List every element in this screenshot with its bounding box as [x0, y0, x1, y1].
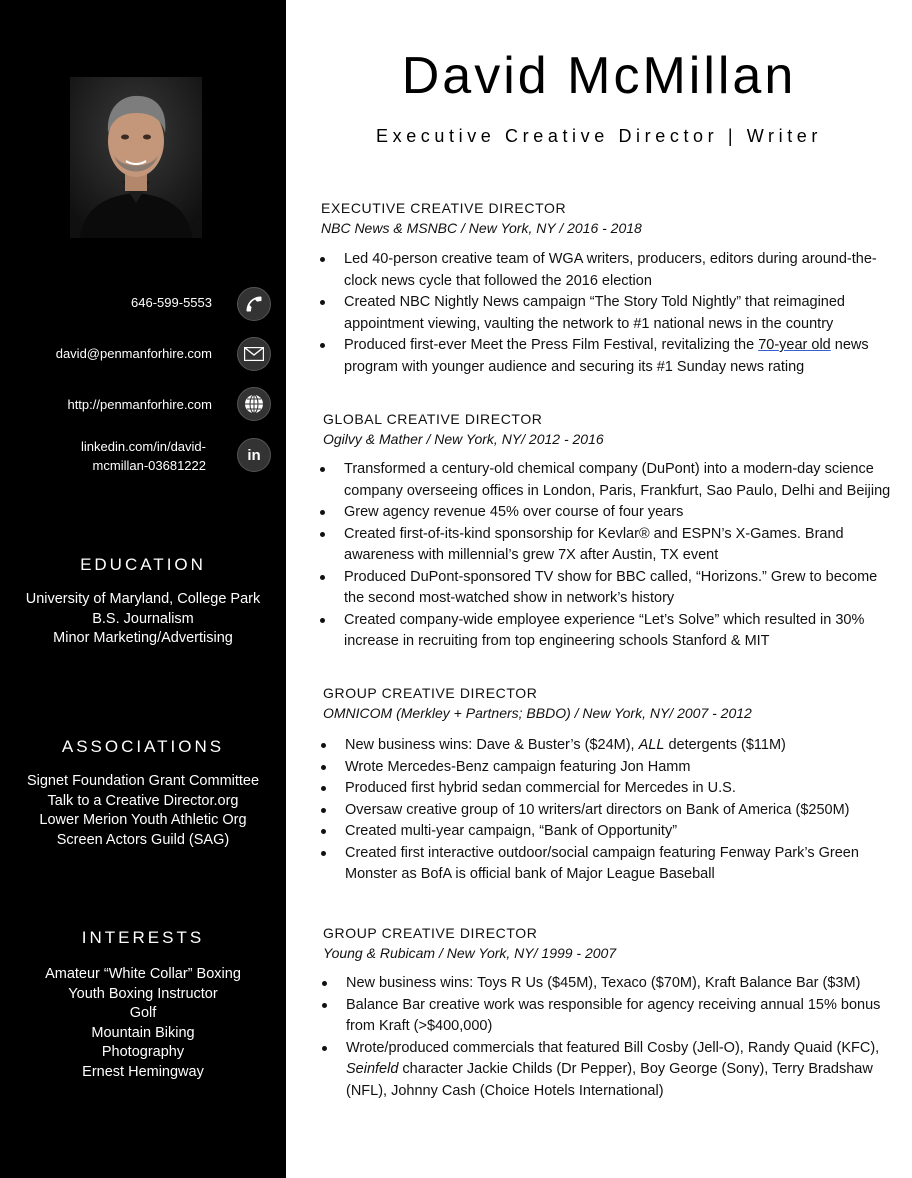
bullet-item: Wrote Mercedes-Benz campaign featuring Jon Hamm — [321, 757, 881, 779]
interest-item: Photography — [101, 1044, 185, 1060]
job-company: NBC News & MSNBC / New York, NY / 2016 - 2018 — [321, 220, 642, 236]
bullet-item: Created first interactive outdoor/social campaign featuring Fenway Park’s Green Monster as BofA is official bank of Major League Baseball — [321, 843, 881, 886]
education-heading: EDUCATION — [80, 555, 206, 574]
envelope-icon — [237, 337, 271, 371]
phone-icon — [237, 287, 271, 321]
bullet-item: Created multi-year campaign, “Bank of Opportunity” — [321, 821, 881, 843]
bullet-item: Created NBC Nightly News campaign “The Story Told Nightly” that reimagined appointment viewing, vaulting the network to #1 national news in the country — [320, 292, 880, 335]
job-bullets — [321, 735, 881, 886]
email-address[interactable]: david@penmanforhire.com — [55, 346, 212, 361]
job-bullets — [320, 459, 895, 653]
job-role: GLOBAL CREATIVE DIRECTOR — [323, 411, 543, 427]
bullet-item: Produced DuPont-sponsored TV show for BBC called, “Horizons.” Grew to become the second most-watched show in network’s history — [320, 567, 895, 610]
globe-icon — [237, 387, 271, 421]
job-company: Young & Rubicam / New York, NY/ 1999 - 2007 — [323, 945, 617, 961]
job-company: Ogilvy & Mather / New York, NY/ 2012 - 2016 — [323, 431, 604, 447]
bullet-text: detergents ($11M) — [664, 737, 786, 753]
associations-list — [0, 772, 286, 850]
resume-title: Executive Creative Director | Writer — [375, 126, 822, 146]
bullet-item: Grew agency revenue 45% over course of four years — [320, 502, 895, 524]
interests-list — [0, 965, 286, 1082]
association-item: Talk to a Creative Director.org — [47, 792, 239, 809]
bullet-item — [320, 335, 880, 378]
emphasis-text: Seinfeld — [346, 1061, 399, 1077]
bullet-item — [322, 1038, 888, 1103]
bullet-item: Produced first hybrid sedan commercial for Mercedes in U.S. — [321, 778, 881, 800]
sidebar — [0, 0, 286, 1178]
profile-photo — [70, 77, 202, 238]
job-role: EXECUTIVE CREATIVE DIRECTOR — [321, 200, 567, 216]
bullet-item: Led 40-person creative team of WGA writers, producers, editors during around-the-clock news cycle that followed the 2016 election — [320, 249, 880, 292]
job-role: GROUP CREATIVE DIRECTOR — [323, 925, 538, 941]
interest-item: Ernest Hemingway — [82, 1063, 204, 1080]
bullet-item: Balance Bar creative work was responsible for agency receiving annual 15% bonus from Kraft (>$400,000) — [322, 995, 888, 1038]
interest-item: Amateur “White Collar” Boxing — [45, 966, 241, 982]
contact-email — [0, 337, 286, 377]
interests-heading: INTERESTS — [81, 928, 205, 947]
association-item: Screen Actors Guild (SAG) — [56, 831, 230, 848]
linkedin-line-2: mcmillan-03681222 — [92, 458, 206, 473]
linkedin-icon-text: in — [247, 446, 261, 464]
interest-item: Mountain Biking — [91, 1024, 195, 1041]
linkedin-url[interactable] — [6, 437, 206, 475]
job-bullets — [320, 249, 880, 378]
job-role: GROUP CREATIVE DIRECTOR — [323, 685, 538, 701]
bullet-item: Transformed a century-old chemical company (DuPont) into a modern-day science company overseeing offices in London, Paris, Frankfurt, Sao Paulo, Delhi and Beijing — [320, 459, 895, 502]
association-item: Signet Foundation Grant Committee — [26, 773, 260, 789]
associations-heading: ASSOCIATIONS — [61, 737, 225, 756]
emphasis-text: ALL — [638, 737, 665, 753]
education-item: University of Maryland, College Park — [25, 591, 261, 607]
resume-name: David McMillan — [401, 47, 797, 105]
contact-linkedin — [0, 438, 286, 478]
bullet-item: Oversaw creative group of 10 writers/art directors on Bank of America ($250M) — [321, 800, 881, 822]
phone-number[interactable]: 646-599-5553 — [131, 295, 212, 310]
underlined-text: 70-year old — [758, 337, 831, 353]
bullet-item: New business wins: Toys R Us ($45M), Texaco ($70M), Kraft Balance Bar ($3M) — [322, 973, 888, 995]
contact-website — [0, 387, 286, 427]
education-item: B.S. Journalism — [92, 610, 194, 627]
linkedin-icon — [237, 438, 271, 472]
interest-item: Golf — [129, 1005, 157, 1021]
bullet-text: New business wins: Dave & Buster’s ($24M), — [345, 737, 639, 753]
website-url[interactable]: http://penmanforhire.com — [67, 397, 212, 412]
linkedin-line-1: linkedin.com/in/david- — [80, 439, 206, 454]
bullet-text: Produced first-ever Meet the Press Film Festival, revitalizing the — [344, 337, 759, 353]
bullet-item: Created first-of-its-kind sponsorship for Kevlar® and ESPN’s X-Games. Brand awareness with millennial’s grew 7X after Austin, TX event — [320, 524, 895, 567]
contact-phone — [0, 287, 286, 327]
education-list — [0, 590, 286, 649]
bullet-text: Wrote/produced commercials that featured Bill Cosby (Jell-O), Randy Quaid (KFC), — [346, 1039, 880, 1056]
bullet-text: character Jackie Childs (Dr Pepper), Boy George (Sony), Terry Bradshaw (NFL), Johnny Cash (Choice Hotels International) — [346, 1061, 873, 1099]
job-company: OMNICOM (Merkley + Partners; BBDO) / New York, NY/ 2007 - 2012 — [323, 705, 752, 721]
interest-item: Youth Boxing Instructor — [68, 985, 218, 1002]
bullet-item — [321, 735, 881, 757]
bullet-item: Created company-wide employee experience “Let’s Solve” which resulted in 30% increase in recruiting from top engineering schools Stanford & MIT — [320, 610, 895, 653]
association-item: Lower Merion Youth Athletic Org — [39, 812, 247, 828]
bullet-text: news program with younger audience and securing its #1 Sunday news rating — [344, 337, 869, 375]
education-item: Minor Marketing/Advertising — [53, 630, 233, 646]
job-bullets — [322, 973, 888, 1102]
